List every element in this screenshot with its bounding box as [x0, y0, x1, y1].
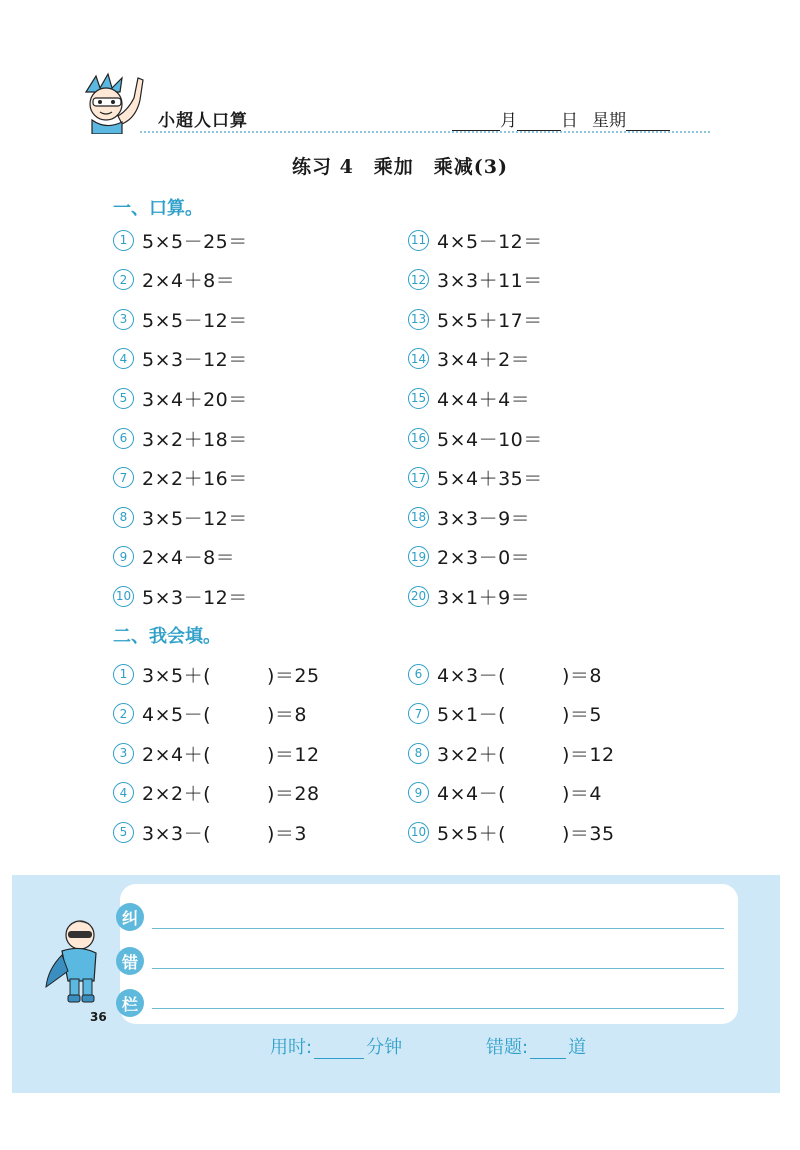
problem-number-badge: 13 [408, 309, 429, 330]
errors-blank[interactable] [530, 1042, 566, 1059]
problem-number-badge: 1 [113, 230, 134, 251]
expression-after: )＝12 [562, 743, 615, 766]
problem-row [408, 779, 602, 807]
day-blank[interactable] [517, 112, 561, 131]
expression-after: )＝4 [562, 783, 603, 805]
problem-row [113, 266, 235, 294]
problem-row [408, 700, 602, 728]
problem-row [408, 543, 530, 571]
expression-before: 3×2＋( [437, 743, 507, 766]
expression-after: )＝3 [267, 822, 308, 845]
problem-row [408, 266, 543, 294]
problem-number-badge: 6 [408, 664, 429, 685]
problem-number-badge: 14 [408, 348, 429, 369]
problem-expression: 2×2＋16＝ [142, 468, 248, 491]
problem-number-badge: 7 [113, 467, 134, 488]
expression-before: 5×5＋( [437, 822, 507, 845]
problem-expression: 4×4＋4＝ [437, 388, 531, 411]
problem-expression: 4×5－12＝ [437, 230, 543, 253]
problem-number-badge: 9 [113, 546, 134, 567]
problem-expression: 3×5－12＝ [142, 507, 248, 530]
problem-expression [437, 700, 602, 727]
expression-before: 3×5＋( [142, 664, 212, 687]
problem-number-badge: 7 [408, 703, 429, 724]
correction-line[interactable] [152, 928, 724, 929]
problem-expression [437, 819, 615, 846]
problem-row [113, 226, 248, 254]
problem-number-badge: 8 [408, 743, 429, 764]
problem-number-badge: 18 [408, 507, 429, 528]
problem-number-badge: 6 [113, 428, 134, 449]
expression-before: 4×4－( [437, 783, 507, 805]
problem-number-badge: 3 [113, 743, 134, 764]
time-blank[interactable] [314, 1042, 364, 1059]
problem-expression [437, 661, 602, 688]
problem-expression [142, 779, 320, 806]
expression-before: 2×2＋( [142, 783, 212, 805]
problem-row [113, 700, 307, 728]
correction-line[interactable] [152, 968, 724, 969]
section2-heading: 二、我会填。 [113, 626, 221, 647]
problem-expression: 2×4＋8＝ [142, 270, 236, 293]
expression-before: 4×5－( [142, 704, 212, 726]
problem-row [408, 660, 602, 688]
problem-expression: 3×3＋11＝ [437, 270, 543, 293]
problem-row [113, 818, 307, 846]
problem-row [408, 503, 530, 531]
problem-number-badge: 3 [113, 309, 134, 330]
problem-number-badge: 15 [408, 388, 429, 409]
problem-row [408, 464, 543, 492]
correction-label-char: 纠 [116, 903, 144, 931]
problem-expression [142, 700, 307, 727]
section1-heading: 一、口算。 [113, 198, 203, 219]
problem-row [408, 582, 530, 610]
problem-number-badge: 10 [113, 586, 134, 607]
problem-expression [142, 661, 320, 688]
problem-row [113, 424, 248, 452]
problem-row [408, 384, 530, 412]
time-used [270, 1033, 402, 1059]
expression-after: )＝8 [562, 664, 603, 687]
problem-expression: 5×4－10＝ [437, 428, 543, 451]
problem-expression: 3×3－9＝ [437, 507, 531, 530]
problem-expression: 3×2＋18＝ [142, 428, 248, 451]
problem-number-badge: 8 [113, 507, 134, 528]
problem-number-badge: 2 [113, 703, 134, 724]
expression-after: )＝5 [562, 704, 603, 726]
correction-label-char: 错 [116, 947, 144, 975]
date-line [452, 106, 670, 131]
problem-row [113, 384, 248, 412]
problem-expression: 5×5－12＝ [142, 309, 248, 332]
problem-expression: 5×3－12＝ [142, 586, 248, 609]
page-number: 36 [90, 1010, 107, 1024]
correction-panel [12, 875, 780, 1093]
problem-number-badge: 2 [113, 269, 134, 290]
problem-number-badge: 9 [408, 782, 429, 803]
correction-line[interactable] [152, 1008, 724, 1009]
time-label: 用时: [270, 1037, 313, 1058]
problem-number-badge: 10 [408, 822, 429, 843]
problem-row [408, 818, 615, 846]
problem-row [408, 226, 543, 254]
problem-row [113, 582, 248, 610]
month-label: 月 [500, 111, 517, 131]
problem-expression: 5×5＋17＝ [437, 309, 543, 332]
problem-row [408, 345, 530, 373]
problem-row [408, 424, 543, 452]
problem-expression [437, 740, 615, 767]
expression-after: )＝35 [562, 822, 615, 845]
problem-number-badge: 1 [113, 664, 134, 685]
time-unit: 分钟 [366, 1037, 403, 1058]
problem-expression: 5×5－25＝ [142, 230, 248, 253]
problem-number-badge: 5 [113, 388, 134, 409]
problem-expression: 3×1＋9＝ [437, 586, 531, 609]
expression-after: )＝25 [267, 664, 320, 687]
expression-before: 2×4＋( [142, 743, 212, 766]
problem-number-badge: 4 [113, 348, 134, 369]
errors-unit: 道 [568, 1037, 587, 1058]
problem-expression [142, 819, 307, 846]
header-divider [140, 131, 710, 133]
problem-number-badge: 16 [408, 428, 429, 449]
problem-number-badge: 12 [408, 269, 429, 290]
problem-row [113, 543, 235, 571]
exercise-title: 练习 4 乘加 乘减(3) [291, 156, 509, 178]
problem-number-badge: 20 [408, 586, 429, 607]
expression-after: )＝28 [267, 783, 320, 805]
problem-expression: 3×4＋20＝ [142, 388, 248, 411]
error-count [486, 1033, 586, 1059]
problem-row [113, 739, 320, 767]
problem-row [113, 779, 320, 807]
errors-label: 错题: [486, 1037, 529, 1058]
mascot-pointing-icon [78, 70, 158, 134]
problem-number-badge: 17 [408, 467, 429, 488]
problem-number-badge: 4 [113, 782, 134, 803]
problem-expression: 2×4－8＝ [142, 547, 236, 570]
problem-number-badge: 19 [408, 546, 429, 567]
problem-row [408, 739, 615, 767]
problem-expression: 5×4＋35＝ [437, 468, 543, 491]
problem-expression [142, 740, 320, 767]
problem-row [113, 345, 248, 373]
page-header [78, 70, 710, 134]
problem-row [408, 305, 543, 333]
brand-title: 小超人口算 [158, 111, 248, 131]
expression-before: 4×3－( [437, 664, 507, 687]
expression-before: 5×1－( [437, 704, 507, 726]
weekday-blank[interactable] [626, 112, 670, 131]
expression-before: 3×3－( [142, 822, 212, 845]
problem-number-badge: 5 [113, 822, 134, 843]
problem-row [113, 464, 248, 492]
expression-after: )＝12 [267, 743, 320, 766]
problem-number-badge: 11 [408, 230, 429, 251]
problem-expression: 2×3－0＝ [437, 547, 531, 570]
superhero-mascot-icon [44, 915, 114, 1005]
problem-expression: 5×3－12＝ [142, 349, 248, 372]
expression-after: )＝8 [267, 704, 308, 726]
correction-label-char: 栏 [116, 989, 144, 1017]
problem-expression: 3×4＋2＝ [437, 349, 531, 372]
problem-row [113, 503, 248, 531]
weekday-label: 星期 [592, 111, 626, 131]
problem-row [113, 660, 320, 688]
month-blank[interactable] [452, 112, 500, 131]
problem-expression [437, 779, 602, 806]
day-label: 日 [561, 111, 578, 131]
correction-card [120, 884, 738, 1024]
problem-row [113, 305, 248, 333]
